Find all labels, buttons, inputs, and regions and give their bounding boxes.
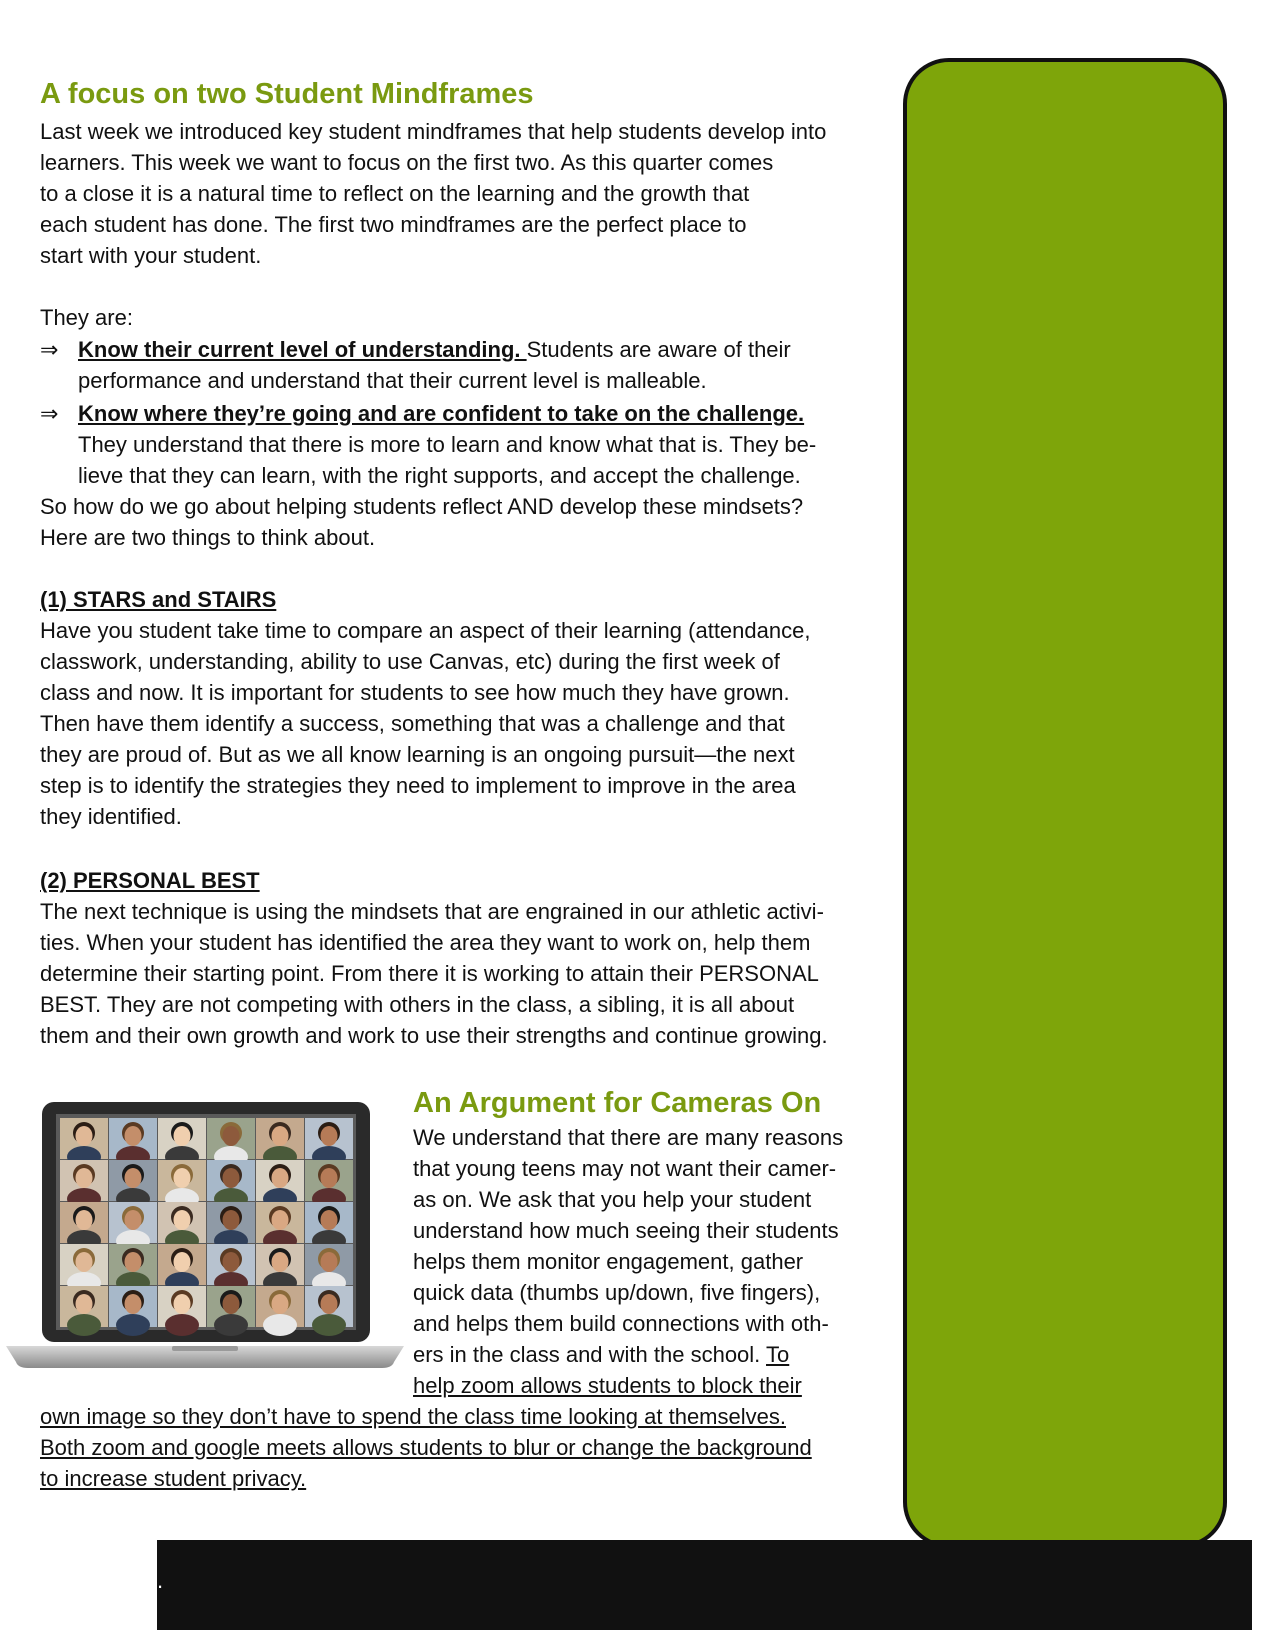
stars-line-3: class and now. It is important for students to see how much they have grown. [40, 680, 790, 705]
bullet-2-title: Know where they’re going and are confident to take on the challenge. [78, 401, 805, 426]
cameras-wide-line-1: own image so they don’t have to spend the class time looking at themselves. [40, 1404, 786, 1429]
cameras-heading: An Argument for Cameras On [413, 1087, 822, 1119]
best-line-1: The next technique is using the mindsets that are engrained in our athletic activi- [40, 899, 824, 924]
cameras-line-3: as on. We ask that you help your student [413, 1187, 812, 1212]
cameras-line-1: We understand that there are many reasons [413, 1125, 844, 1150]
best-line-3: determine their starting point. From there it is working to attain their PERSONAL [40, 961, 819, 986]
intro-line-5: start with your student. [40, 243, 262, 268]
bullet-1-line-1 [78, 337, 791, 363]
cameras-line-8 [413, 1342, 789, 1368]
bullet-2-line-1: They understand that there is more to learn and know what that is. They be- [78, 432, 817, 457]
stars-line-5: they are proud of. But as we all know learning is an ongoing pursuit—the next [40, 742, 795, 767]
arrow-bullet-icon: ⇒ [40, 401, 59, 426]
stars-line-2: classwork, understanding, ability to use Canvas, etc) during the first week of [40, 649, 780, 674]
best-line-2: ties. When your student has identified the area they want to work on, help them [40, 930, 811, 955]
intro-line-4: each student has done. The first two mindframes are the perfect place to [40, 212, 747, 237]
stars-line-6: step is to identify the strategies they need to implement to improve in the area [40, 773, 796, 798]
after-line-2: Here are two things to think about. [40, 525, 376, 550]
bullet-1-text: Students are aware of their [526, 337, 791, 362]
footer-dot: . [157, 1568, 164, 1593]
cameras-line-8-text: ers in the class and with the school. [413, 1342, 767, 1367]
bullet-2-line-2: lieve that they can learn, with the right supports, and accept the challenge. [78, 463, 801, 488]
cameras-line-7: and helps them build connections with oth- [413, 1311, 829, 1336]
stars-line-7: they identified. [40, 804, 182, 829]
laptop-video-call-image [2, 1100, 408, 1372]
personal-best-heading: (2) PERSONAL BEST [40, 868, 260, 893]
bullet-1-line-2: performance and understand that their current level is malleable. [78, 368, 707, 393]
stars-line-4: Then have them identify a success, something that was a challenge and that [40, 711, 785, 736]
bullet-1-title: Know their current level of understanding. [78, 337, 527, 362]
intro-line-1: Last week we introduced key student mindframes that help students develop into [40, 119, 827, 144]
intro-line-3: to a close it is a natural time to reflect on the learning and the growth that [40, 181, 750, 206]
laptop-hinge [172, 1346, 238, 1351]
cameras-wide-line-3: to increase student privacy. [40, 1466, 307, 1491]
intro-line-2: learners. This week we want to focus on the first two. As this quarter comes [40, 150, 774, 175]
cameras-wide-line-2: Both zoom and google meets allows students to blur or change the background [40, 1435, 812, 1460]
stars-stairs-heading: (1) STARS and STAIRS [40, 587, 277, 612]
cameras-line-8-underlined: To [766, 1342, 790, 1367]
cameras-line-5: helps them monitor engagement, gather [413, 1249, 804, 1274]
footer-bar [157, 1540, 1252, 1630]
arrow-bullet-icon: ⇒ [40, 337, 59, 362]
best-line-4: BEST. They are not competing with others in the class, a sibling, it is all about [40, 992, 795, 1017]
section-heading-mindframes: A focus on two Student Mindframes [40, 78, 534, 110]
cameras-line-2: that young teens may not want their camer- [413, 1156, 837, 1181]
stars-line-1: Have you student take time to compare an aspect of their learning (attendance, [40, 618, 811, 643]
after-line-1: So how do we go about helping students reflect AND develop these mindsets? [40, 494, 804, 519]
green-sidebar-panel [903, 58, 1227, 1548]
they-are-label: They are: [40, 305, 133, 330]
cameras-line-9: help zoom allows students to block their [413, 1373, 802, 1398]
cameras-line-6: quick data (thumbs up/down, five fingers), [413, 1280, 821, 1305]
best-line-5: them and their own growth and work to use their strengths and continue growing. [40, 1023, 828, 1048]
cameras-line-4: understand how much seeing their students [413, 1218, 839, 1243]
